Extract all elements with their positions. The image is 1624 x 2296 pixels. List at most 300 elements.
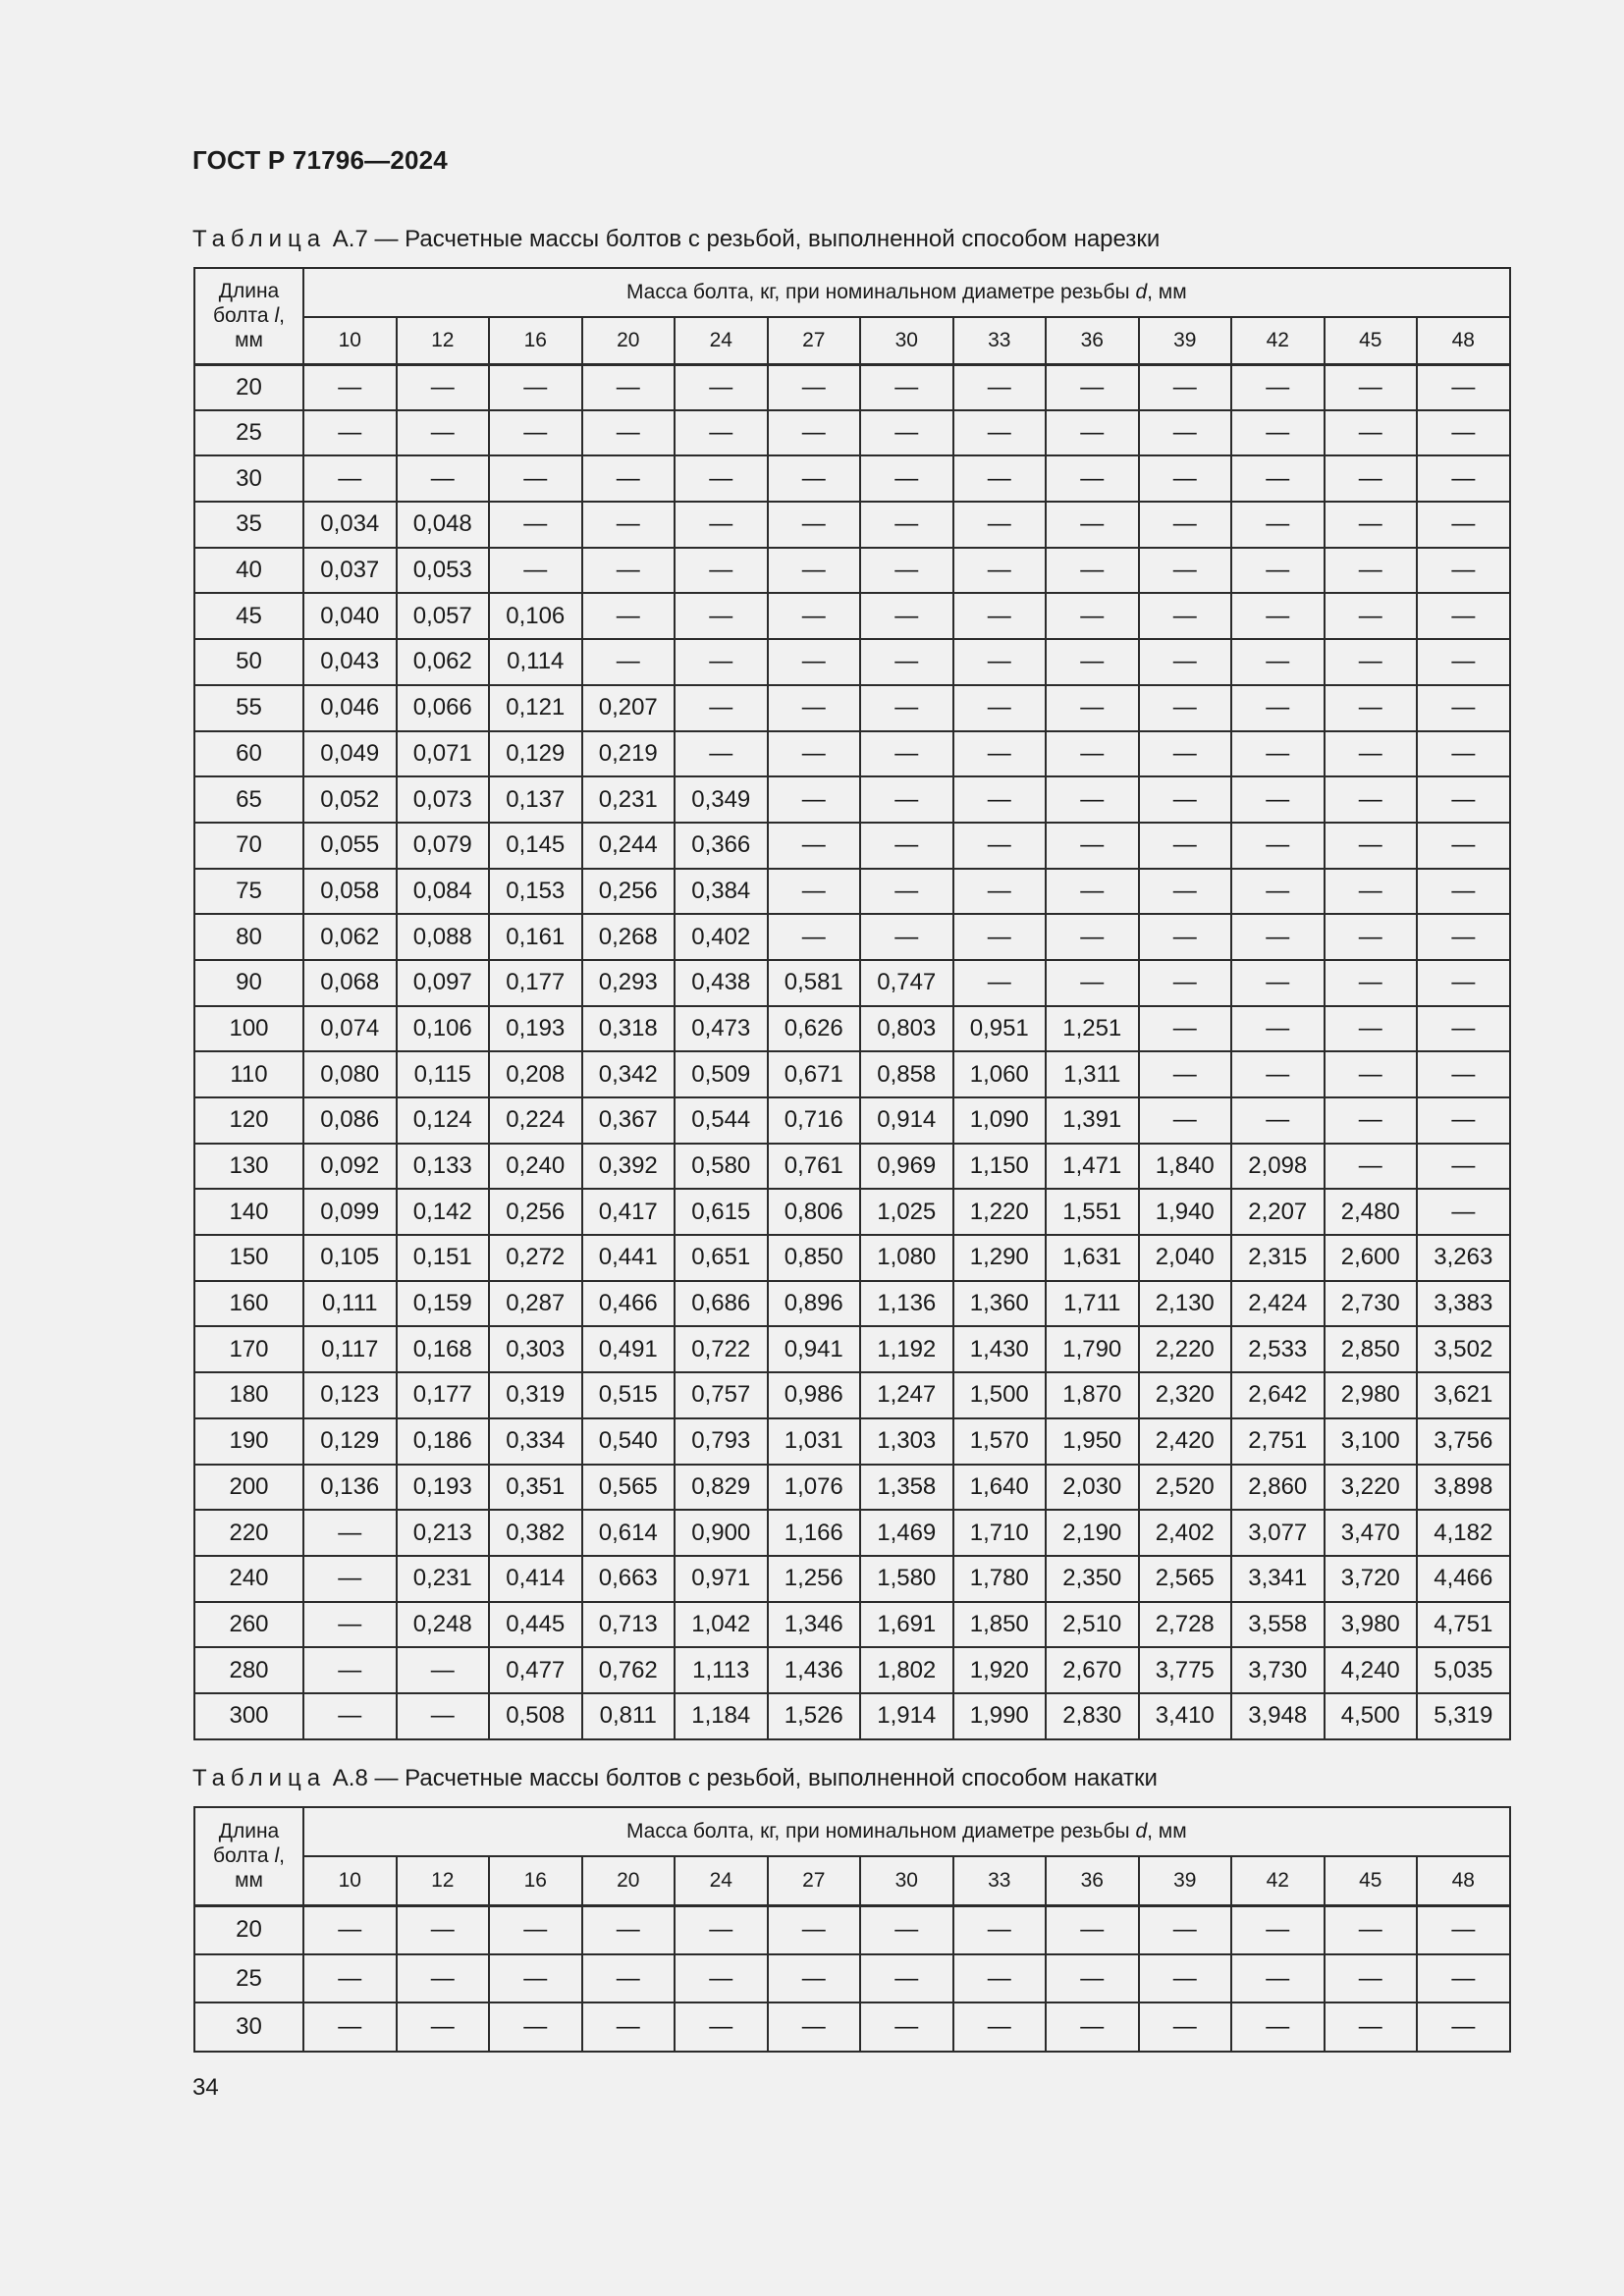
mass-cell: — xyxy=(1231,960,1325,1006)
mass-cell: 0,080 xyxy=(303,1051,397,1097)
mass-cell: 5,035 xyxy=(1417,1647,1510,1693)
mass-cell: 3,898 xyxy=(1417,1465,1510,1511)
length-cell: 25 xyxy=(194,410,303,456)
mass-cell: 0,515 xyxy=(582,1372,676,1418)
mass-cell: — xyxy=(1046,593,1139,639)
mass-cell: — xyxy=(582,2002,676,2052)
mass-cell: — xyxy=(489,410,582,456)
mass-cell: 0,971 xyxy=(675,1556,768,1602)
mass-cell: 1,430 xyxy=(953,1326,1047,1372)
mass-cell: — xyxy=(675,1905,768,1954)
length-cell: 30 xyxy=(194,455,303,502)
mass-cell: — xyxy=(1417,2002,1510,2052)
mass-cell: — xyxy=(860,548,953,594)
mass-cell: — xyxy=(303,1905,397,1954)
mass-header-unit: , мм xyxy=(1147,281,1187,303)
mass-cell: — xyxy=(1231,1905,1325,1954)
mass-cell: 1,192 xyxy=(860,1326,953,1372)
mass-cell: — xyxy=(1231,639,1325,685)
mass-cell: 3,470 xyxy=(1325,1510,1418,1556)
mass-cell: — xyxy=(303,1602,397,1648)
mass-cell: — xyxy=(953,731,1047,777)
mass-cell: 0,318 xyxy=(582,1006,676,1052)
mass-cell: 3,730 xyxy=(1231,1647,1325,1693)
mass-cell: 1,710 xyxy=(953,1510,1047,1556)
length-cell: 300 xyxy=(194,1693,303,1739)
mass-cell: 0,133 xyxy=(397,1144,490,1190)
mass-cell: 0,208 xyxy=(489,1051,582,1097)
mass-cell: — xyxy=(768,685,861,731)
mass-cell: — xyxy=(303,1693,397,1739)
mass-cell: 0,508 xyxy=(489,1693,582,1739)
mass-cell: — xyxy=(582,1905,676,1954)
mass-cell: — xyxy=(768,776,861,823)
mass-cell: 0,079 xyxy=(397,823,490,869)
mass-cell: — xyxy=(1046,455,1139,502)
length-cell: 190 xyxy=(194,1418,303,1465)
mass-cell: — xyxy=(1046,823,1139,869)
diameter-header-cell: 39 xyxy=(1139,317,1232,364)
mass-cell: — xyxy=(953,914,1047,960)
mass-cell: 0,256 xyxy=(582,869,676,915)
diameter-header-cell: 24 xyxy=(675,317,768,364)
diameter-header-cell: 24 xyxy=(675,1856,768,1905)
mass-cell: — xyxy=(582,502,676,548)
table-a7-caption-text: А.7 — Расчетные массы болтов с резьбой, выполненной способом нарезки xyxy=(326,226,1161,252)
mass-cell: 0,303 xyxy=(489,1326,582,1372)
length-header-line-1: Длина xyxy=(218,1820,280,1843)
mass-cell: 1,920 xyxy=(953,1647,1047,1693)
length-cell: 110 xyxy=(194,1051,303,1097)
page-number: 34 xyxy=(192,2074,219,2101)
mass-cell: 4,466 xyxy=(1417,1556,1510,1602)
document-title: ГОСТ Р 71796—2024 xyxy=(192,145,448,175)
mass-cell: 4,240 xyxy=(1325,1647,1418,1693)
mass-cell: 0,761 xyxy=(768,1144,861,1190)
table-row xyxy=(194,1189,1510,1235)
mass-cell: 3,100 xyxy=(1325,1418,1418,1465)
mass-cell: — xyxy=(768,410,861,456)
mass-cell: — xyxy=(397,455,490,502)
mass-cell: 0,114 xyxy=(489,639,582,685)
mass-cell: — xyxy=(1417,685,1510,731)
mass-cell: 1,090 xyxy=(953,1097,1047,1144)
mass-cell: 0,757 xyxy=(675,1372,768,1418)
mass-cell: — xyxy=(1139,410,1232,456)
mass-cell: 1,166 xyxy=(768,1510,861,1556)
mass-cell: — xyxy=(397,410,490,456)
mass-cell: 1,500 xyxy=(953,1372,1047,1418)
mass-cell: — xyxy=(675,2002,768,2052)
mass-cell: — xyxy=(1417,1144,1510,1190)
mass-cell: — xyxy=(953,685,1047,731)
mass-cell: — xyxy=(768,823,861,869)
mass-cell: 0,382 xyxy=(489,1510,582,1556)
table-row xyxy=(194,548,1510,594)
mass-cell: 1,391 xyxy=(1046,1097,1139,1144)
mass-cell: — xyxy=(860,914,953,960)
mass-cell: 2,751 xyxy=(1231,1418,1325,1465)
mass-cell: — xyxy=(489,364,582,410)
mass-cell: 1,551 xyxy=(1046,1189,1139,1235)
length-cell: 130 xyxy=(194,1144,303,1190)
mass-cell: — xyxy=(303,364,397,410)
mass-cell: 1,076 xyxy=(768,1465,861,1511)
mass-cell: 0,186 xyxy=(397,1418,490,1465)
mass-cell: 0,565 xyxy=(582,1465,676,1511)
mass-cell: 0,941 xyxy=(768,1326,861,1372)
mass-cell: 0,615 xyxy=(675,1189,768,1235)
diameter-header-cell: 39 xyxy=(1139,1856,1232,1905)
mass-cell: 0,161 xyxy=(489,914,582,960)
mass-cell: 1,150 xyxy=(953,1144,1047,1190)
mass-cell: 1,870 xyxy=(1046,1372,1139,1418)
mass-cell: 0,986 xyxy=(768,1372,861,1418)
mass-cell: — xyxy=(1046,502,1139,548)
mass-cell: — xyxy=(1046,639,1139,685)
table-row xyxy=(194,410,1510,456)
mass-cell: 1,360 xyxy=(953,1281,1047,1327)
mass-cell: — xyxy=(953,823,1047,869)
mass-cell: 0,334 xyxy=(489,1418,582,1465)
mass-cell: 1,640 xyxy=(953,1465,1047,1511)
mass-cell: — xyxy=(397,364,490,410)
mass-cell: 0,129 xyxy=(303,1418,397,1465)
mass-cell: — xyxy=(1231,823,1325,869)
mass-cell: 0,129 xyxy=(489,731,582,777)
mass-cell: 1,580 xyxy=(860,1556,953,1602)
mass-cell: — xyxy=(953,869,1047,915)
mass-cell: 1,526 xyxy=(768,1693,861,1739)
mass-cell: 0,614 xyxy=(582,1510,676,1556)
mass-cell: 0,969 xyxy=(860,1144,953,1190)
mass-cell: 3,263 xyxy=(1417,1235,1510,1281)
length-cell: 150 xyxy=(194,1235,303,1281)
mass-cell: 0,207 xyxy=(582,685,676,731)
mass-cell: 0,145 xyxy=(489,823,582,869)
diameter-header-cell: 42 xyxy=(1231,1856,1325,1905)
mass-cell: 0,466 xyxy=(582,1281,676,1327)
mass-cell: 0,414 xyxy=(489,1556,582,1602)
mass-cell: 0,256 xyxy=(489,1189,582,1235)
mass-cell: 0,473 xyxy=(675,1006,768,1052)
mass-cell: 0,048 xyxy=(397,502,490,548)
table-row xyxy=(194,869,1510,915)
mass-cell: 1,469 xyxy=(860,1510,953,1556)
mass-cell: — xyxy=(1139,1006,1232,1052)
table-row xyxy=(194,1235,1510,1281)
mass-cell: 0,084 xyxy=(397,869,490,915)
mass-cell: — xyxy=(1417,1905,1510,1954)
mass-cell: 0,240 xyxy=(489,1144,582,1190)
table-a8-body xyxy=(194,1905,1510,2052)
mass-cell: 0,231 xyxy=(397,1556,490,1602)
mass-cell: — xyxy=(1325,1051,1418,1097)
mass-cell: 2,402 xyxy=(1139,1510,1232,1556)
length-cell: 35 xyxy=(194,502,303,548)
mass-cell: — xyxy=(582,548,676,594)
mass-cell: — xyxy=(489,1905,582,1954)
diameter-header-cell: 48 xyxy=(1417,317,1510,364)
mass-cell: 0,438 xyxy=(675,960,768,1006)
mass-cell: 0,159 xyxy=(397,1281,490,1327)
table-a7 xyxy=(193,267,1511,1740)
mass-cell: 0,073 xyxy=(397,776,490,823)
mass-cell: 0,722 xyxy=(675,1326,768,1372)
table-row xyxy=(194,1326,1510,1372)
mass-cell: 2,424 xyxy=(1231,1281,1325,1327)
length-cell: 140 xyxy=(194,1189,303,1235)
mass-cell: — xyxy=(489,455,582,502)
mass-cell: — xyxy=(1046,1905,1139,1954)
mass-cell: — xyxy=(1417,776,1510,823)
mass-cell: — xyxy=(1231,869,1325,915)
mass-cell: 3,220 xyxy=(1325,1465,1418,1511)
table-row xyxy=(194,776,1510,823)
mass-cell: — xyxy=(1139,639,1232,685)
diameter-header-cell: 12 xyxy=(397,317,490,364)
mass-cell: — xyxy=(953,776,1047,823)
mass-cell: — xyxy=(1046,364,1139,410)
length-cell: 45 xyxy=(194,593,303,639)
mass-cell: 0,287 xyxy=(489,1281,582,1327)
mass-cell: — xyxy=(953,639,1047,685)
mass-cell: — xyxy=(1325,502,1418,548)
mass-cell: — xyxy=(860,869,953,915)
mass-cell: 2,190 xyxy=(1046,1510,1139,1556)
table-row xyxy=(194,1418,1510,1465)
mass-cell: — xyxy=(489,1954,582,2003)
mass-cell: — xyxy=(768,731,861,777)
mass-cell: 3,383 xyxy=(1417,1281,1510,1327)
table-row xyxy=(194,1510,1510,1556)
mass-cell: 0,071 xyxy=(397,731,490,777)
mass-cell: 0,177 xyxy=(489,960,582,1006)
mass-cell: — xyxy=(1325,823,1418,869)
mass-cell: — xyxy=(1139,823,1232,869)
diameter-header-cell: 16 xyxy=(489,317,582,364)
mass-cell: — xyxy=(860,410,953,456)
mass-cell: 1,256 xyxy=(768,1556,861,1602)
length-header-line-3: мм xyxy=(235,329,263,352)
mass-cell: — xyxy=(489,502,582,548)
mass-cell: — xyxy=(1325,869,1418,915)
mass-cell: 0,099 xyxy=(303,1189,397,1235)
mass-cell: 0,319 xyxy=(489,1372,582,1418)
mass-cell: — xyxy=(1417,364,1510,410)
mass-cell: 1,025 xyxy=(860,1189,953,1235)
mass-cell: — xyxy=(1325,2002,1418,2052)
mass-cell: 0,581 xyxy=(768,960,861,1006)
mass-cell: — xyxy=(582,1954,676,2003)
mass-cell: 1,711 xyxy=(1046,1281,1139,1327)
mass-cell: 1,840 xyxy=(1139,1144,1232,1190)
table-row xyxy=(194,455,1510,502)
mass-cell: — xyxy=(303,1647,397,1693)
mass-cell: 0,105 xyxy=(303,1235,397,1281)
mass-cell: 0,111 xyxy=(303,1281,397,1327)
mass-cell: 0,540 xyxy=(582,1418,676,1465)
diameter-header-cell: 33 xyxy=(953,317,1047,364)
mass-cell: 1,950 xyxy=(1046,1418,1139,1465)
mass-cell: — xyxy=(953,2002,1047,2052)
mass-cell: 0,062 xyxy=(397,639,490,685)
mass-cell: 0,914 xyxy=(860,1097,953,1144)
mass-cell: 0,057 xyxy=(397,593,490,639)
mass-cell: 0,219 xyxy=(582,731,676,777)
mass-cell: 2,520 xyxy=(1139,1465,1232,1511)
table-row xyxy=(194,1144,1510,1190)
mass-cell: 3,720 xyxy=(1325,1556,1418,1602)
mass-cell: 0,049 xyxy=(303,731,397,777)
mass-cell: — xyxy=(953,502,1047,548)
length-cell: 90 xyxy=(194,960,303,1006)
mass-cell: — xyxy=(1139,960,1232,1006)
mass-cell: — xyxy=(1139,1954,1232,2003)
mass-cell: — xyxy=(768,593,861,639)
mass-cell: 4,182 xyxy=(1417,1510,1510,1556)
mass-cell: 1,031 xyxy=(768,1418,861,1465)
mass-cell: 0,896 xyxy=(768,1281,861,1327)
mass-cell: 0,747 xyxy=(860,960,953,1006)
mass-cell: — xyxy=(1325,639,1418,685)
length-header-line-3: мм xyxy=(235,1869,263,1893)
length-cell: 55 xyxy=(194,685,303,731)
mass-cell: — xyxy=(397,1693,490,1739)
mass-cell: 0,092 xyxy=(303,1144,397,1190)
mass-cell: — xyxy=(675,548,768,594)
diameter-header-cell: 30 xyxy=(860,1856,953,1905)
mass-cell: — xyxy=(1231,914,1325,960)
mass-cell: 0,097 xyxy=(397,960,490,1006)
mass-cell: — xyxy=(1417,1189,1510,1235)
mass-cell: — xyxy=(1325,776,1418,823)
mass-cell: — xyxy=(860,593,953,639)
table-row xyxy=(194,1905,1510,1954)
mass-cell: 0,040 xyxy=(303,593,397,639)
mass-cell: 2,030 xyxy=(1046,1465,1139,1511)
mass-cell: 1,136 xyxy=(860,1281,953,1327)
diameter-header-cell: 36 xyxy=(1046,1856,1139,1905)
mass-cell: 0,762 xyxy=(582,1647,676,1693)
table-row xyxy=(194,593,1510,639)
mass-header-text: Масса болта, кг, при номинальном диаметре резьбы xyxy=(625,1820,1136,1842)
mass-cell: — xyxy=(1417,1051,1510,1097)
length-header-cell: Длина болта l, мм xyxy=(194,268,303,364)
mass-cell: 2,510 xyxy=(1046,1602,1139,1648)
table-a8-caption-text: А.8 — Расчетные массы болтов с резьбой, выполненной способом накатки xyxy=(326,1765,1158,1791)
mass-cell: — xyxy=(1325,731,1418,777)
mass-cell: — xyxy=(303,410,397,456)
mass-cell: 2,420 xyxy=(1139,1418,1232,1465)
mass-cell: — xyxy=(1325,1954,1418,2003)
mass-cell: 3,410 xyxy=(1139,1693,1232,1739)
mass-cell: 0,580 xyxy=(675,1144,768,1190)
mass-cell: 0,043 xyxy=(303,639,397,685)
mass-cell: 0,168 xyxy=(397,1326,490,1372)
mass-cell: — xyxy=(1139,1051,1232,1097)
mass-cell: 0,342 xyxy=(582,1051,676,1097)
mass-cell: 0,088 xyxy=(397,914,490,960)
mass-cell: — xyxy=(1231,2002,1325,2052)
table-row xyxy=(194,1051,1510,1097)
length-header-line-1: Длина xyxy=(218,280,280,303)
mass-cell: 1,060 xyxy=(953,1051,1047,1097)
table-row xyxy=(194,823,1510,869)
mass-cell: 0,293 xyxy=(582,960,676,1006)
mass-cell: — xyxy=(768,639,861,685)
mass-cell: 0,793 xyxy=(675,1418,768,1465)
mass-cell: 2,040 xyxy=(1139,1235,1232,1281)
mass-cell: — xyxy=(1231,410,1325,456)
mass-cell: — xyxy=(953,1905,1047,1954)
diameter-header-cell: 16 xyxy=(489,1856,582,1905)
mass-cell: 0,351 xyxy=(489,1465,582,1511)
length-header-variable: l xyxy=(274,1844,280,1868)
mass-cell: — xyxy=(1046,914,1139,960)
mass-cell: 0,663 xyxy=(582,1556,676,1602)
mass-cell: — xyxy=(953,593,1047,639)
mass-cell: — xyxy=(1417,593,1510,639)
mass-cell: — xyxy=(1046,2002,1139,2052)
diameter-header-cell: 20 xyxy=(582,317,676,364)
mass-cell: 0,491 xyxy=(582,1326,676,1372)
table-row xyxy=(194,1693,1510,1739)
length-cell: 120 xyxy=(194,1097,303,1144)
mass-cell: — xyxy=(1325,455,1418,502)
mass-cell: 0,053 xyxy=(397,548,490,594)
mass-cell: — xyxy=(1139,731,1232,777)
mass-cell: — xyxy=(1046,685,1139,731)
mass-cell: 0,142 xyxy=(397,1189,490,1235)
length-cell: 20 xyxy=(194,364,303,410)
mass-header-variable: d xyxy=(1135,1820,1148,1842)
mass-cell: — xyxy=(397,1647,490,1693)
mass-cell: 0,224 xyxy=(489,1097,582,1144)
mass-cell: — xyxy=(1231,1097,1325,1144)
diameter-header-cell: 33 xyxy=(953,1856,1047,1905)
length-cell: 280 xyxy=(194,1647,303,1693)
mass-cell: 1,802 xyxy=(860,1647,953,1693)
mass-cell: — xyxy=(303,1556,397,1602)
mass-cell: 0,349 xyxy=(675,776,768,823)
table-a7-caption xyxy=(192,226,1160,253)
mass-cell: — xyxy=(1139,685,1232,731)
length-cell: 240 xyxy=(194,1556,303,1602)
mass-cell: — xyxy=(860,685,953,731)
mass-cell: — xyxy=(582,593,676,639)
mass-cell: — xyxy=(1231,364,1325,410)
mass-cell: — xyxy=(1417,548,1510,594)
diameter-header-row xyxy=(194,1856,1510,1905)
mass-cell: 1,780 xyxy=(953,1556,1047,1602)
length-cell: 60 xyxy=(194,731,303,777)
length-header-line-2: болта xyxy=(213,304,269,328)
mass-cell: — xyxy=(1139,869,1232,915)
table-row xyxy=(194,1602,1510,1648)
mass-cell: — xyxy=(1046,548,1139,594)
length-header-cell: Длина болта l, мм xyxy=(194,1807,303,1905)
mass-cell: — xyxy=(582,410,676,456)
mass-cell: 2,600 xyxy=(1325,1235,1418,1281)
mass-cell: — xyxy=(860,823,953,869)
mass-cell: 1,311 xyxy=(1046,1051,1139,1097)
length-cell: 70 xyxy=(194,823,303,869)
table-row xyxy=(194,1954,1510,2003)
mass-cell: 1,247 xyxy=(860,1372,953,1418)
mass-cell: 0,124 xyxy=(397,1097,490,1144)
table-a7-body xyxy=(194,364,1510,1739)
